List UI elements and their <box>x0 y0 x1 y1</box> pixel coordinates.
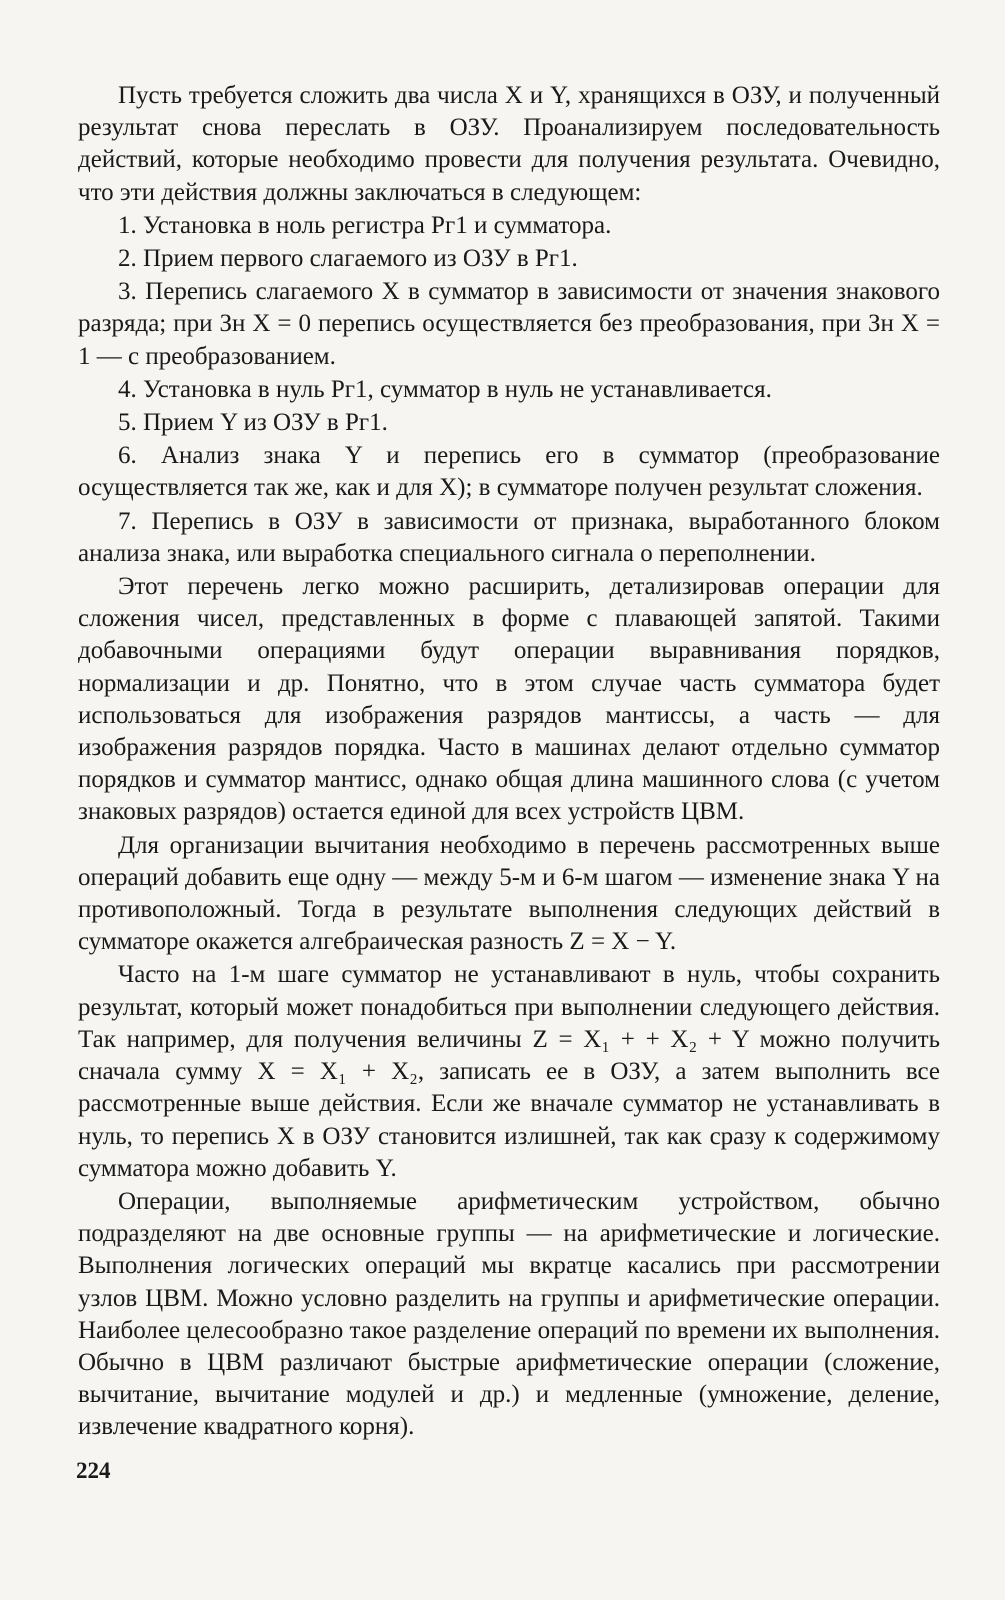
page-body <box>78 80 940 1444</box>
list-item-step-4: 4. Установка в нуль Рг1, сумматор в нуль не устанавливается. <box>118 375 772 403</box>
list-item-step-1: 1. Установка в ноль регистра Рг1 и сумматора. <box>118 211 612 239</box>
list-item-step-2: 2. Прием первого слагаемого из ОЗУ в Рг1. <box>118 245 578 273</box>
paragraph-operation-groups: Операции, выполняемые арифметическим устройством, обычно подразделяют на две основные группы — на арифметические и логические. Выполнения логических операций мы вкратце касались при рассмотрении узлов ЦВМ. Можно условно разделить на группы и арифметические операции. Наиболее целесообразно такое разделение операций по времени их выполнения. Обычно в ЦВМ различают быстрые арифметические операции (сложение, вычитание, вычитание модулей и др.) и медленные (умножение, деление, извлечение квадратного корня). <box>78 1187 940 1441</box>
list-item-step-5: 5. Прием Y из ОЗУ в Рг1. <box>118 409 388 437</box>
paragraph-floating-point: Этот перечень легко можно расширить, детализировав операции для сложения чисел, представленных в форме с плавающей запятой. Такими добавочными операциями будут операции выравнивания порядков, нормализации и др. Понятно, что в этом случае часть сумматора будет использоваться для изображения разрядов мантиссы, а часть — для изображения разрядов порядка. Часто в машинах делают отдельно сумматор порядков и сумматор мантисс, однако общая длина машинного слова (с учетом знаковых разрядов) остается единой для всех устройств ЦВМ. <box>78 573 940 826</box>
page-number: 224 <box>76 1458 111 1483</box>
paragraph-accumulation: Часто на 1-м шаге сумматор не устанавливают в нуль, чтобы сохранить результат, который может понадобиться при выполнении следующего действия. Так например, для получения величины Z = X₁ + + X₂ + Y можно получить сначала сумму X = X₁ + X₂, записать ее в ОЗУ, а затем выполнить все рассмотренные выше действия. Если же вначале сумматор не устанавливать в нуль, то перепись X в ОЗУ становится излишней, так как сразу к содержимому сумматора можно добавить Y. <box>78 961 940 1182</box>
paragraph-subtraction: Для организации вычитания необходимо в перечень рассмотренных выше операций добавить еще одну — между 5-м и 6-м шагом — изменение знака Y на противоположный. Тогда в результате выполнения следующих действий в сумматоре окажется алгебраическая разность Z = X − Y. <box>78 831 940 956</box>
list-item-step-3: 3. Перепись слагаемого X в сумматор в зависимости от значения знакового разряда; при Зн X = 0 перепись осуществляется без преобразования, при Зн X = 1 — с преобразованием. <box>78 278 940 370</box>
paragraph-intro: Пусть требуется сложить два числа X и Y, хранящихся в ОЗУ, и полученный результат снова переслать в ОЗУ. Проанализируем последовательность действий, которые необходимо провести для получения результата. Очевидно, что эти действия должны заключаться в следующем: <box>78 82 940 206</box>
list-item-step-7: 7. Перепись в ОЗУ в зависимости от признака, выработанного блоком анализа знака, или выработка специального сигнала о переполнении. <box>78 507 940 567</box>
list-item-step-6: 6. Анализ знака Y и перепись его в сумматор (преобразование осуществляется так же, как и для X); в сумматоре получен результат сложения. <box>78 442 940 502</box>
